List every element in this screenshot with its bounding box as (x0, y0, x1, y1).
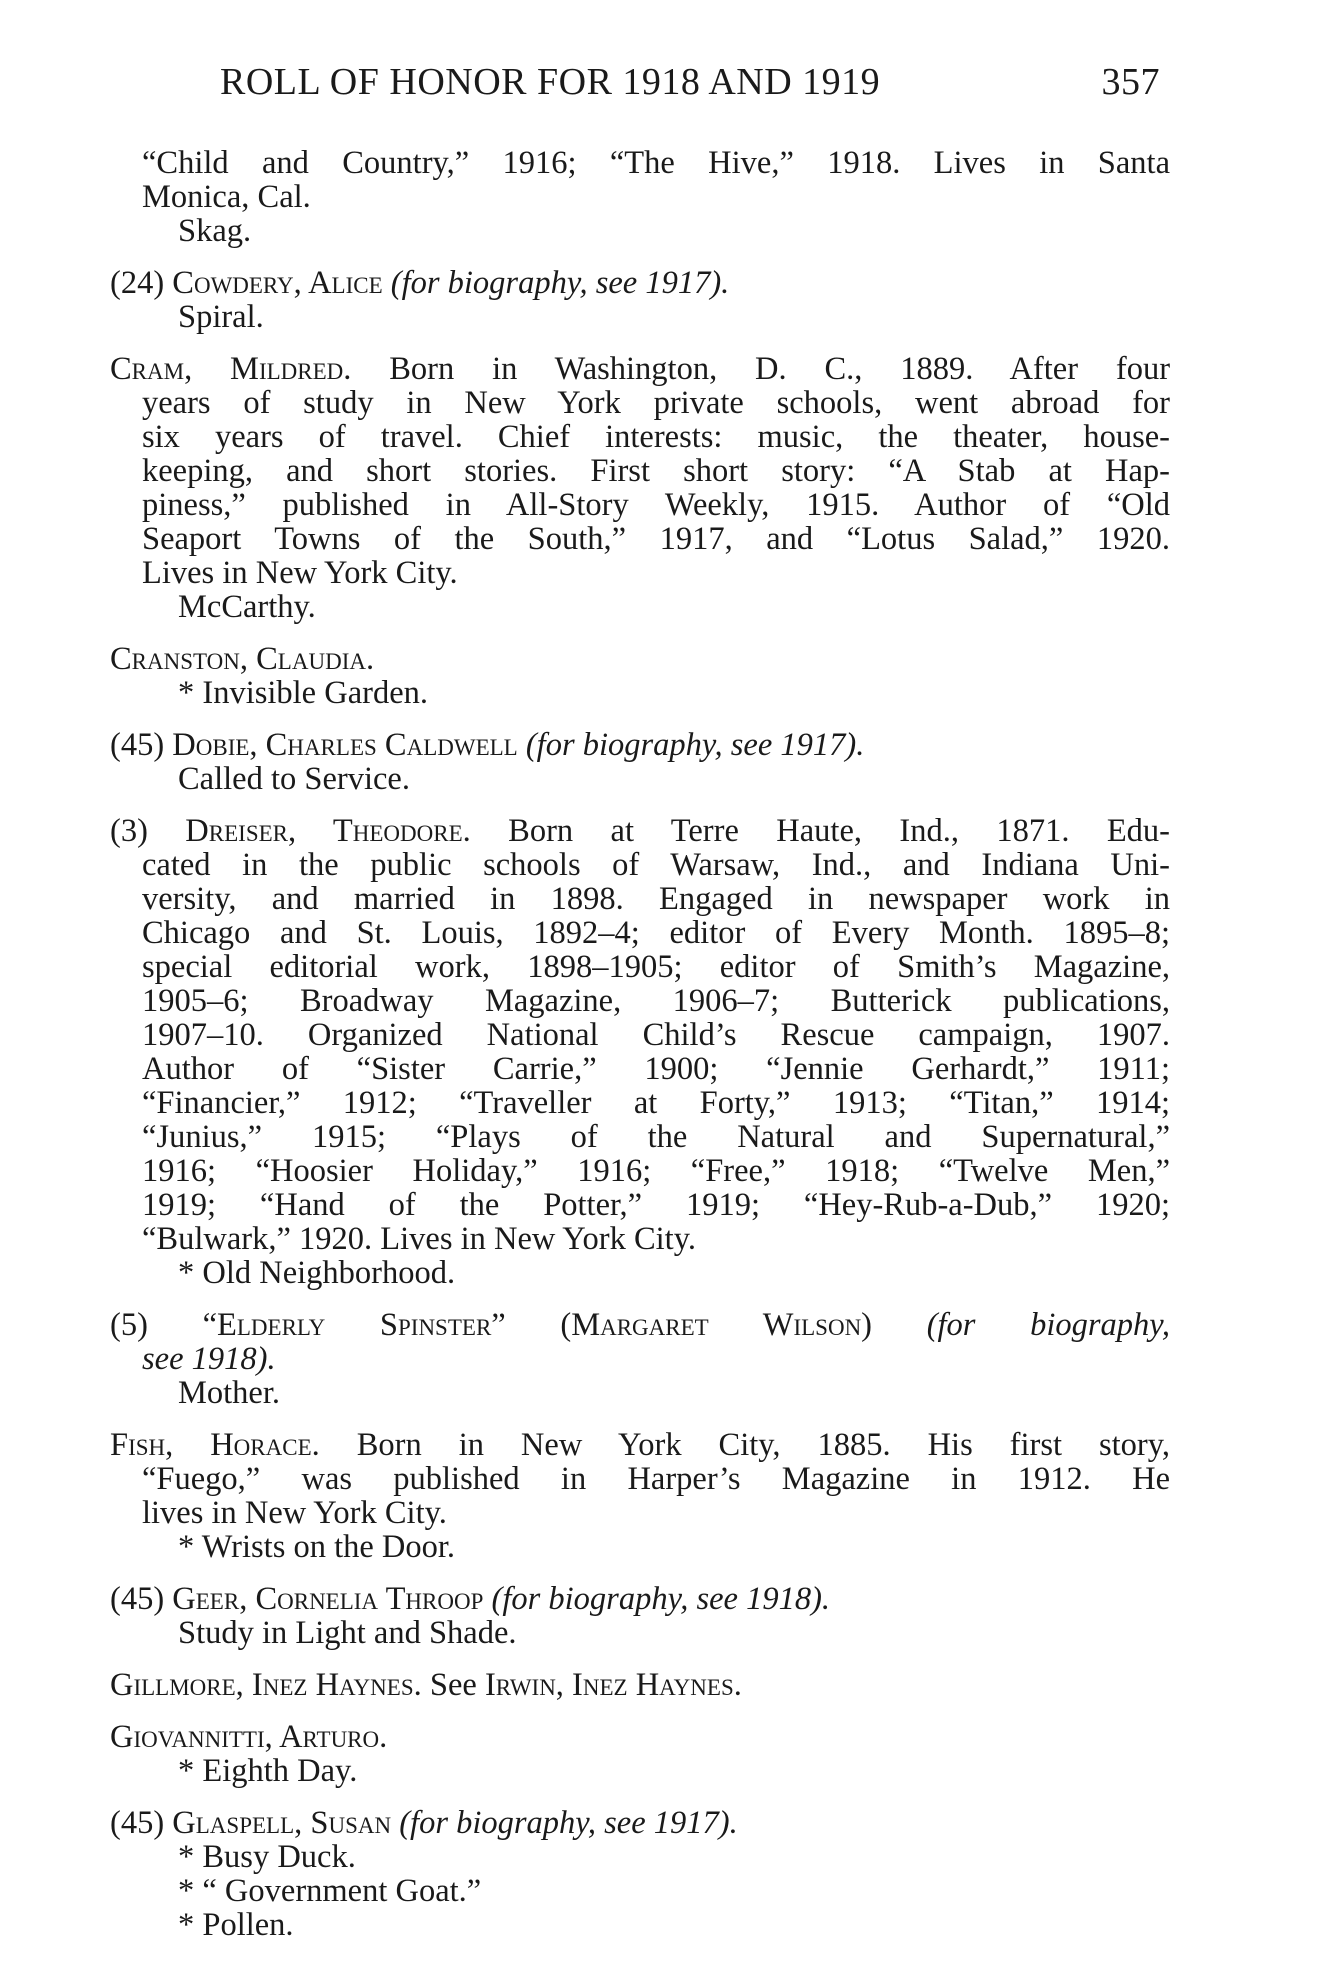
bio-line: Born in Washington, D. C., 1889. After four (389, 351, 1171, 387)
entry-glaspell (110, 1806, 1170, 1942)
bio-line: Seaport Towns of the South,” 1917, and “Lotus Salad,” 1920. (142, 521, 1170, 557)
bio-line: six years of travel. Chief interests: music, the theater, house- (142, 419, 1170, 455)
biography-reference: see 1918). (142, 1341, 276, 1377)
entry-number: (45) (110, 727, 165, 763)
entry-continuation (110, 146, 1170, 248)
bio-line: 1907–10. Organized National Child’s Rescue campaign, 1907. (142, 1017, 1170, 1053)
biography-reference: (for biography, see 1917). (399, 1805, 738, 1841)
entry-cranston (110, 642, 1170, 710)
author-name: Geer, Cornelia Throop (172, 1581, 484, 1617)
entry-gillmore (110, 1668, 1170, 1702)
bio-line: cated in the public schools of Warsaw, Ind., and Indiana Uni- (142, 847, 1170, 883)
bio-line: Born at Terre Haute, Ind., 1871. Edu- (508, 813, 1171, 849)
biography-reference: (for biography, see 1918). (491, 1581, 831, 1617)
story-title: Spiral. (178, 299, 264, 335)
story-title: * Wrists on the Door. (178, 1529, 456, 1565)
bio-line: lives in New York City. (142, 1495, 447, 1531)
author-name: Dobie, Charles Caldwell (172, 727, 518, 763)
bio-line: “Junius,” 1915; “Plays of the Natural and Supernatural,” (142, 1119, 1170, 1155)
story-title: * “ Government Goat.” (178, 1873, 482, 1909)
bio-line: Author of “Sister Carrie,” 1900; “Jennie Gerhardt,” 1911; (142, 1051, 1170, 1087)
bio-line: Lives in New York City. (142, 555, 458, 591)
entry-elderly-spinster (110, 1308, 1170, 1410)
bio-line: “Bulwark,” 1920. Lives in New York City. (142, 1221, 696, 1257)
story-title: McCarthy. (178, 589, 316, 625)
entry-dobie (110, 728, 1170, 796)
bio-line: 1919; “Hand of the Potter,” 1919; “Hey-Rub-a-Dub,” 1920; (142, 1187, 1170, 1223)
author-name: Fish, Horace. (110, 1427, 320, 1463)
page-body (110, 146, 1170, 1960)
story-title: Mother. (178, 1375, 281, 1411)
entry-dreiser (110, 814, 1170, 1290)
entry-number: (45) (110, 1805, 165, 1841)
author-name: Giovannitti, Arturo. (110, 1719, 388, 1755)
author-name: Glaspell, Susan (172, 1805, 392, 1841)
author-name: Dreiser, Theodore. (185, 813, 471, 849)
see-text: See (429, 1667, 477, 1703)
author-name: Gillmore, Inez Haynes. (110, 1667, 422, 1703)
bio-line: Chicago and St. Louis, 1892–4; editor of Every Month. 1895–8; (142, 915, 1170, 951)
author-alias: (Margaret Wilson) (560, 1307, 873, 1343)
story-title: * Invisible Garden. (178, 675, 429, 711)
story-title: * Busy Duck. (178, 1839, 356, 1875)
entry-geer (110, 1582, 1170, 1650)
page-number: 357 (1101, 61, 1160, 103)
bio-line: versity, and married in 1898. Engaged in newspaper work in (142, 881, 1170, 917)
bio-line: years of study in New York private schools, went abroad for (142, 385, 1170, 421)
story-title: Called to Service. (178, 761, 410, 797)
bio-line: Monica, Cal. (142, 179, 311, 215)
entry-cram (110, 352, 1170, 624)
entry-cowdery (110, 266, 1170, 334)
bio-line: “Child and Country,” 1916; “The Hive,” 1918. Lives in Santa (142, 145, 1170, 181)
bio-line: Born in New York City, 1885. His first story, (356, 1427, 1171, 1463)
bio-line: 1905–6; Broadway Magazine, 1906–7; Butterick publications, (142, 983, 1170, 1019)
author-name: Cranston, Claudia. (110, 641, 375, 677)
bio-line: special editorial work, 1898–1905; editor of Smith’s Magazine, (142, 949, 1170, 985)
story-title: * Old Neighborhood. (178, 1255, 456, 1291)
entry-number: (24) (110, 265, 165, 301)
entry-number: (45) (110, 1581, 165, 1617)
story-title: Skag. (178, 213, 252, 249)
bio-line: 1916; “Hoosier Holiday,” 1916; “Free,” 1918; “Twelve Men,” (142, 1153, 1170, 1189)
cross-reference-name: Irwin, Inez Haynes. (484, 1667, 742, 1703)
biography-reference: (for biography, see 1917). (390, 265, 730, 301)
author-name: “Elderly Spinster” (202, 1307, 506, 1343)
entry-fish (110, 1428, 1170, 1564)
biography-reference: (for biography, see 1917). (525, 727, 865, 763)
bio-line: keeping, and short stories. First short story: “A Stab at Hap- (142, 453, 1170, 489)
author-name: Cram, Mildred. (110, 351, 352, 387)
entry-giovannitti (110, 1720, 1170, 1788)
story-title: * Pollen. (178, 1907, 294, 1943)
entry-number: (5) (110, 1307, 148, 1343)
running-title: ROLL OF HONOR FOR 1918 AND 1919 (220, 61, 881, 103)
story-title: * Eighth Day. (178, 1753, 358, 1789)
bio-line: piness,” published in All-Story Weekly, 1915. Author of “Old (142, 487, 1170, 523)
bio-line: “Fuego,” was published in Harper’s Magazine in 1912. He (142, 1461, 1170, 1497)
story-title: Study in Light and Shade. (178, 1615, 517, 1651)
entry-number: (3) (110, 813, 148, 849)
bio-line: “Financier,” 1912; “Traveller at Forty,” 1913; “Titan,” 1914; (142, 1085, 1170, 1121)
biography-reference: (for biography, (926, 1307, 1171, 1343)
author-name: Cowdery, Alice (172, 265, 383, 301)
